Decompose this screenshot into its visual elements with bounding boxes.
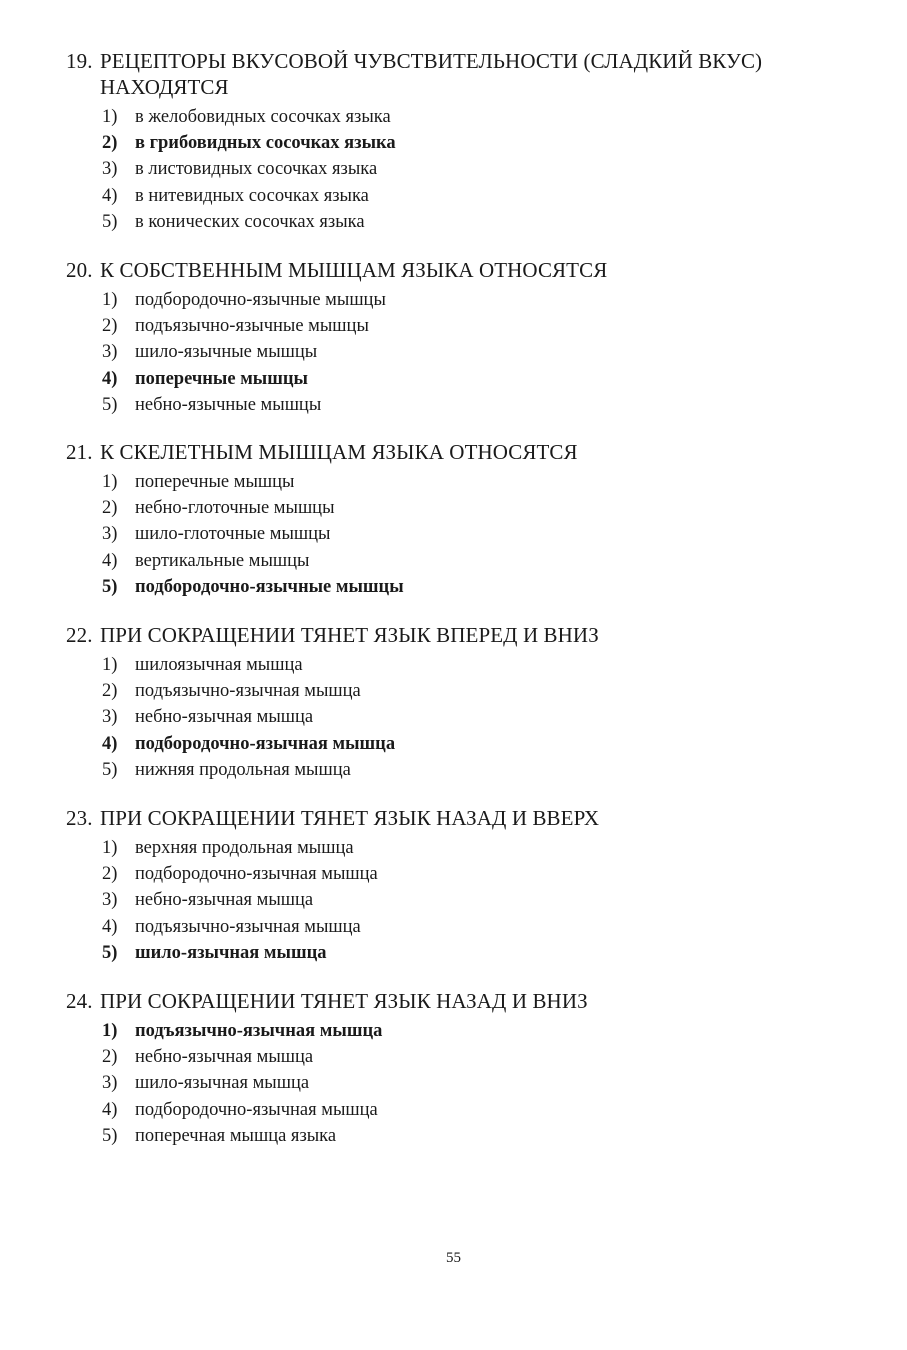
option-text: в желобовидных сосочках языка [135, 107, 391, 127]
option-text: нижняя продольная мышца [135, 759, 351, 780]
option-number: 4) [102, 916, 118, 937]
answer-option [102, 678, 846, 704]
option-text: в грибовидных сосочках языка [135, 133, 396, 154]
answer-option [102, 652, 846, 678]
answer-option [102, 1123, 846, 1149]
question-20 [66, 257, 846, 418]
answer-option [102, 1097, 846, 1123]
option-text: подбородочно-язычная мышца [135, 1099, 378, 1120]
option-number: 3) [102, 890, 118, 911]
question-24 [66, 988, 846, 1149]
answer-option [102, 1070, 846, 1096]
option-number: 4) [102, 368, 118, 389]
option-text: подъязычно-язычная мышца [135, 1021, 383, 1041]
question-number: 20. [66, 258, 93, 282]
answer-option [102, 521, 846, 547]
answer-option [102, 392, 846, 418]
option-number: 3) [102, 707, 118, 728]
answer-option [102, 209, 846, 235]
answer-option-correct [102, 731, 846, 757]
option-text: подбородочно-язычные мышцы [135, 576, 404, 597]
answer-options [66, 835, 846, 966]
answer-option [102, 287, 846, 313]
option-number: 2) [102, 1047, 118, 1068]
answer-option [102, 548, 846, 574]
option-number: 5) [102, 211, 118, 232]
question-number: 19. [66, 49, 93, 73]
option-number: 1) [102, 1021, 118, 1041]
answer-option-correct [102, 130, 846, 156]
option-text: подъязычно-язычные мышцы [135, 316, 369, 337]
option-text: в конических сосочках языка [135, 211, 365, 232]
option-number: 2) [102, 681, 118, 702]
option-number: 3) [102, 524, 118, 545]
option-number: 5) [102, 1125, 118, 1146]
option-text: шило-язычная мышца [135, 1073, 310, 1094]
question-text: К СОБСТВЕННЫМ МЫШЦАМ ЯЗЫКА ОТНОСЯТСЯ [100, 258, 608, 282]
answer-option-correct [102, 940, 846, 966]
question-text: К СКЕЛЕТНЫМ МЫШЦАМ ЯЗЫКА ОТНОСЯТСЯ [100, 440, 578, 464]
option-number: 1) [102, 472, 118, 492]
question-text: ПРИ СОКРАЩЕНИИ ТЯНЕТ ЯЗЫК НАЗАД И ВНИЗ [100, 989, 588, 1013]
option-text: шило-язычные мышцы [135, 342, 318, 363]
option-number: 1) [102, 107, 118, 127]
question-text: ПРИ СОКРАЩЕНИИ ТЯНЕТ ЯЗЫК ВПЕРЕД И ВНИЗ [100, 623, 599, 647]
option-text: подъязычно-язычная мышца [135, 916, 361, 937]
option-number: 5) [102, 942, 118, 963]
answer-option [102, 861, 846, 887]
question-22 [66, 622, 846, 783]
option-text: небно-язычные мышцы [135, 394, 322, 415]
answer-options [66, 652, 846, 783]
answer-option [102, 313, 846, 339]
answer-options [66, 104, 846, 235]
question-number: 21. [66, 440, 93, 464]
answer-option [102, 757, 846, 783]
option-number: 2) [102, 133, 118, 154]
answer-option [102, 469, 846, 495]
question-title [66, 805, 846, 831]
option-text: поперечные мышцы [135, 472, 295, 492]
option-text: в листовидных сосочках языка [135, 159, 378, 180]
question-title [66, 48, 846, 100]
option-number: 2) [102, 864, 118, 885]
option-number: 3) [102, 159, 118, 180]
question-title [66, 257, 846, 283]
option-number: 4) [102, 733, 118, 754]
question-21 [66, 439, 846, 600]
answer-option [102, 104, 846, 130]
answer-option [102, 156, 846, 182]
answer-options [66, 287, 846, 418]
option-number: 3) [102, 1073, 118, 1094]
option-text: подбородочно-язычные мышцы [135, 290, 386, 310]
question-19 [66, 48, 846, 235]
option-text: шило-глоточные мышцы [135, 524, 331, 545]
option-text: в нитевидных сосочках языка [135, 185, 369, 206]
option-text: шилоязычная мышца [135, 655, 303, 675]
question-title [66, 439, 846, 465]
option-text: верхняя продольная мышца [135, 838, 354, 858]
answer-option [102, 1044, 846, 1070]
option-text: небно-язычная мышца [135, 890, 314, 911]
option-text: небно-язычная мышца [135, 707, 314, 728]
option-text: поперечные мышцы [135, 368, 308, 389]
question-title [66, 988, 846, 1014]
option-text: шило-язычная мышца [135, 942, 327, 963]
answer-option-correct [102, 366, 846, 392]
option-number: 3) [102, 342, 118, 363]
option-text: подбородочно-язычная мышца [135, 864, 378, 885]
option-number: 1) [102, 655, 118, 675]
option-number: 4) [102, 550, 118, 571]
question-number: 24. [66, 989, 93, 1013]
answer-option-correct [102, 574, 846, 600]
question-title [66, 622, 846, 648]
question-23 [66, 805, 846, 966]
answer-option [102, 495, 846, 521]
question-number: 23. [66, 806, 93, 830]
answer-option [102, 914, 846, 940]
question-text: ПРИ СОКРАЩЕНИИ ТЯНЕТ ЯЗЫК НАЗАД И ВВЕРХ [100, 806, 600, 830]
option-number: 1) [102, 838, 118, 858]
option-text: поперечная мышца языка [135, 1125, 337, 1146]
option-text: небно-глоточные мышцы [135, 498, 335, 519]
page-number: 55 [446, 1250, 461, 1266]
option-text: вертикальные мышцы [135, 550, 310, 571]
answer-option [102, 704, 846, 730]
option-number: 5) [102, 759, 118, 780]
answer-option [102, 183, 846, 209]
question-number: 22. [66, 623, 93, 647]
option-number: 4) [102, 1099, 118, 1120]
answer-option [102, 339, 846, 365]
answer-options [66, 469, 846, 600]
option-text: подъязычно-язычная мышца [135, 681, 361, 702]
option-number: 4) [102, 185, 118, 206]
answer-option [102, 887, 846, 913]
option-number: 1) [102, 290, 118, 310]
option-text: небно-язычная мышца [135, 1047, 314, 1068]
question-text: РЕЦЕПТОРЫ ВКУСОВОЙ ЧУВСТВИТЕЛЬНОСТИ (СЛАДКИЙ ВКУС) НАХОДЯТСЯ [100, 49, 763, 99]
answer-option-correct [102, 1018, 846, 1044]
answer-options [66, 1018, 846, 1149]
answer-option [102, 835, 846, 861]
option-number: 2) [102, 498, 118, 519]
option-number: 2) [102, 316, 118, 337]
option-number: 5) [102, 576, 118, 597]
option-number: 5) [102, 394, 118, 415]
option-text: подбородочно-язычная мышца [135, 733, 396, 754]
